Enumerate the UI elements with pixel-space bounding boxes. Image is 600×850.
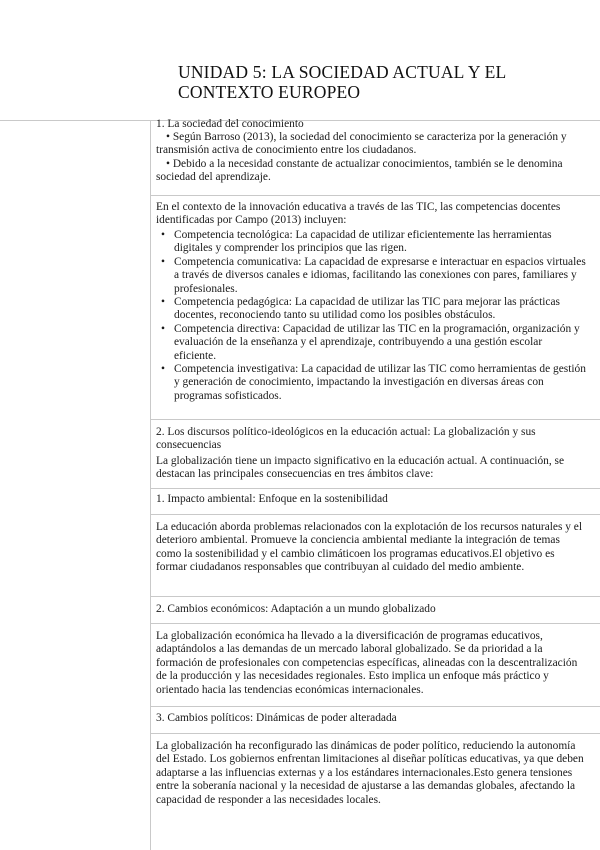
list-item: • Competencia comunicativa: La capacidad de expresarse e interactuar en espacios virtuales a través de diversos canales e idiomas, facilitando las conexiones con pares, familiares y profesionales. [161, 255, 586, 295]
subsection-heading: 2. Cambios económicos: Adaptación a un mundo globalizado [156, 603, 436, 615]
list-item: • Competencia investigativa: La capacidad de utilizar las TIC como herramientas de gestión y generación de conocimiento, impactando la investigación en diversas áreas con programas sofisticados. [161, 363, 586, 402]
paragraph: En el contexto de la innovación educativa a través de las TIC, las competencias docentes identificadas por Campo (2013) incluyen: [156, 201, 561, 227]
bullet-icon: • [161, 255, 165, 268]
page-title: UNIDAD 5: LA SOCIEDAD ACTUAL Y EL CONTEXTO EUROPEO [178, 62, 506, 102]
row-rule [150, 733, 600, 734]
paragraph: La globalización económica ha llevado a la diversificación de programas educativos, adaptándolos a las demandas de un mercado laboral globalizado. Se da prioridad a la formación de profesionales con competencias específicas, alineadas con la descentralización de la producción y las necesidades regionales. Esto implica un enfoque más práctico y orientado hacia las tendencias económicas internacionales. [156, 630, 578, 696]
section-heading: 2. Los discursos político-ideológicos en la educación actual: La globalización y sus consecuencias [156, 426, 536, 452]
left-column-top-rule [0, 120, 150, 121]
bullet-icon: • [161, 363, 165, 376]
row-rule [150, 623, 600, 624]
row-rule [150, 419, 600, 420]
row-rule [150, 514, 600, 515]
row-rule [150, 488, 600, 489]
paragraph: La globalización tiene un impacto significativo en la educación actual. A continuación, se destacan las principales consecuencias en tres ámbitos clave: [156, 455, 565, 481]
bullet-icon: • [161, 322, 165, 335]
bullet-icon: • [161, 229, 165, 241]
paragraph: • Debido a la necesidad constante de actualizar conocimientos, también se le denomina sociedad del aprendizaje. [156, 158, 563, 184]
paragraph: La globalización ha reconfigurado las dinámicas de poder político, reduciendo la autonomía del Estado. Los gobiernos enfrentan limitaciones al diseñar políticas educativas, ya que deben adaptarse a las influencias externas y a los estándares internacionales.Esto genera tensiones entre la soberanía nacional y la necesidad de ajustarse a las demandas globales, afectando la capacidad de responder a las necesidades locales. [156, 740, 584, 806]
row-rule [150, 706, 600, 707]
row-rule [150, 596, 600, 597]
section-heading: 1. La sociedad del conocimiento [156, 118, 304, 130]
subsection-heading: 3. Cambios políticos: Dinámicas de poder alteradada [156, 712, 397, 724]
list-item: • Competencia pedagógica: La capacidad de utilizar las TIC para mejorar las prácticas docentes, reconociendo tanto su utilidad como los posibles obstáculos. [161, 296, 560, 322]
row-rule [150, 195, 600, 196]
subsection-heading: 1. Impacto ambiental: Enfoque en la sostenibilidad [156, 493, 388, 505]
paragraph: • Según Barroso (2013), la sociedad del conocimiento se caracteriza por la generación y transmisión activa de conocimiento entre los ciudadanos. [156, 131, 567, 157]
list-item: • Competencia tecnológica: La capacidad de utilizar eficientemente las herramientas digitales y comprender los principios que las rigen. [161, 229, 552, 255]
paragraph: La educación aborda problemas relacionados con la explotación de los recursos naturales y el deterioro ambiental. Promueve la conciencia ambiental mediante la integración de temas como la sostenibilidad y el cambio climáticoen los programas educativos.El objetivo es formar ciudadanos responsables que contribuyan al cuidado del medio ambiente. [156, 521, 583, 574]
bullet-icon: • [161, 296, 165, 309]
list-item: • Competencia directiva: Capacidad de utilizar las TIC en la programación, organización y evaluación de la enseñanza y el aprendizaje, contribuyendo a una gestión escolar eficiente. [161, 322, 580, 362]
competency-list [158, 229, 586, 403]
column-divider [150, 120, 151, 850]
